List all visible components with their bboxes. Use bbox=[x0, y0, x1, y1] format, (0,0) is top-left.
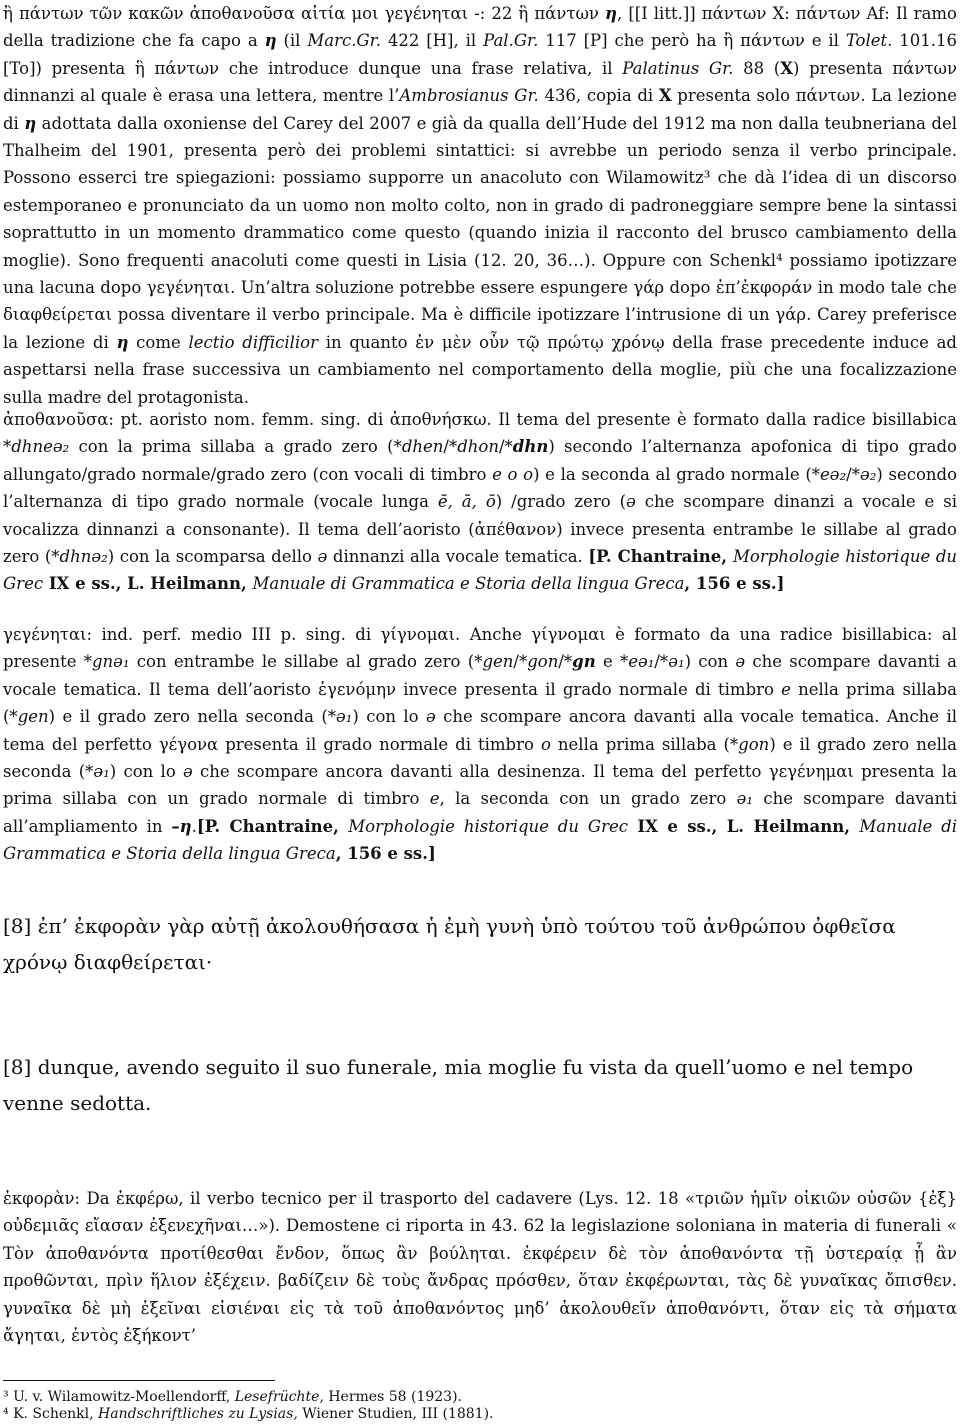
text-segment: Manuale di Grammatica e Storia della lingua Greca bbox=[3, 816, 957, 864]
text-segment: gnə₁ bbox=[91, 652, 130, 672]
text-segment: lectio difficilior bbox=[188, 332, 318, 352]
text-segment: e * bbox=[595, 652, 629, 672]
commentary-paragraph bbox=[3, 0, 957, 411]
text-segment: η bbox=[264, 31, 277, 51]
text-segment: ἢ πάντων τῶν κακῶν ἀποθανοῦσα αἰτία μοι γεγένηται -: 22 ἣ πάντων bbox=[3, 4, 606, 23]
text-segment: /* bbox=[513, 652, 528, 672]
text-segment: 88 ( bbox=[733, 58, 781, 78]
text-segment: e bbox=[429, 789, 440, 809]
text-segment: /* bbox=[498, 437, 513, 457]
text-segment: eə₂ bbox=[820, 464, 847, 484]
text-segment: ) /grado zero ( bbox=[495, 492, 627, 512]
text-segment: Palatinus Gr. bbox=[622, 58, 734, 78]
commentary-paragraph bbox=[3, 1185, 957, 1349]
text-segment: ) con la scomparsa dello bbox=[107, 547, 318, 567]
text-segment: Handschriftliches zu Lysias, bbox=[98, 1406, 298, 1422]
text-segment: IX e ss., L. Heilmann, bbox=[627, 816, 860, 836]
text-segment: , la seconda con un grado zero bbox=[439, 789, 737, 809]
text-segment: ə₁ bbox=[93, 762, 110, 782]
text-segment: η bbox=[24, 113, 37, 133]
text-segment: e bbox=[781, 679, 791, 699]
text-segment: che scompare ancora davanti alla vocale tematica. Anche il tema del perfetto γέγονα presenta il grado normale di timbro bbox=[3, 707, 958, 754]
text-segment: gen bbox=[482, 652, 514, 672]
text-segment: ) con bbox=[684, 652, 736, 672]
text-segment: Tolet. bbox=[845, 31, 893, 51]
text-segment: ⁴ K. Schenkl, bbox=[3, 1406, 99, 1422]
footnote-separator bbox=[3, 1380, 275, 1381]
text-segment: Wiener Studien, III (1881). bbox=[297, 1406, 494, 1422]
text-segment: –η bbox=[171, 816, 192, 836]
text-segment: /* bbox=[846, 464, 860, 484]
text-segment: ) secondo l’alternanza di tipo grado normale (vocale lunga bbox=[3, 464, 958, 512]
text-segment: gon bbox=[738, 734, 770, 754]
text-segment: gen bbox=[17, 707, 49, 727]
text-segment: dhn bbox=[512, 437, 549, 457]
text-segment: ) con lo bbox=[352, 707, 426, 727]
translation-paragraph bbox=[3, 1049, 957, 1121]
text-segment: Pal.Gr. bbox=[483, 31, 539, 51]
text-segment: eə₁ bbox=[628, 652, 655, 672]
text-segment: , 156 e ss.] bbox=[684, 574, 785, 594]
text-segment: ) e il grado zero nella seconda (* bbox=[48, 707, 337, 727]
text-segment: gn bbox=[572, 652, 596, 672]
text-segment: /* bbox=[443, 437, 458, 457]
text-segment: ə bbox=[735, 652, 746, 672]
text-segment: /* bbox=[654, 652, 669, 672]
text-segment: ē, ā, ō bbox=[437, 492, 496, 512]
text-segment: IX e ss., L. Heilmann, bbox=[43, 574, 253, 594]
text-segment: dhneə₂ bbox=[11, 437, 70, 457]
text-segment: η bbox=[116, 332, 129, 352]
text-segment: dhen bbox=[401, 437, 444, 457]
text-segment: (il bbox=[276, 31, 308, 51]
text-segment: ə₂ bbox=[859, 464, 877, 484]
text-segment: 422 [H], il bbox=[380, 31, 484, 51]
text-segment: γεγένηται: ind. perf. medio III p. sing. di γίγνομαι. Anche γίγνομαι è formato da una radice bisillabica: al presente * bbox=[3, 625, 957, 672]
text-segment: ) secondo l’alternanza apofonica di tipo grado allungato/grado normale/grado zero (con vocali di timbro bbox=[3, 437, 957, 484]
text-segment: η bbox=[605, 4, 618, 23]
text-segment: . bbox=[191, 816, 197, 836]
text-segment: Ambrosianus Gr. bbox=[399, 86, 539, 106]
greek-text-paragraph bbox=[3, 908, 957, 980]
text-segment: ə bbox=[317, 547, 328, 567]
text-segment: ə bbox=[626, 492, 636, 512]
text-segment: Morphologie historique du Grec bbox=[3, 547, 958, 594]
commentary-paragraph bbox=[3, 406, 957, 598]
text-segment: dhon bbox=[457, 437, 499, 457]
text-segment: 436, copia di bbox=[538, 86, 659, 106]
text-segment: nella prima sillaba (* bbox=[550, 734, 739, 754]
text-segment: [P. Chantraine, bbox=[196, 816, 349, 836]
text-segment: ³ U. v. Wilamowitz-Moellendorff, bbox=[3, 1389, 235, 1405]
text-segment: ə bbox=[183, 762, 193, 782]
text-segment: che scompare davanti a vocale tematica. Il tema dell’aoristo ἐγενόμην invece presenta il grado normale di timbro bbox=[3, 652, 957, 699]
text-segment: Manuale di Grammatica e Storia della lingua Greca bbox=[252, 574, 685, 594]
text-segment: in quanto ἐν μὲν οὖν τῷ πρώτῳ χρόνῳ della frase precedente induce ad aspettarsi nella frase successiva un cambiamento nel comportamento della moglie, più che una focalizzazione sulla madre del protagonista. bbox=[3, 332, 957, 407]
text-segment: ἐκφορὰν: Da ἐκφέρω, il verbo tecnico per il trasporto del cadavere (Lys. 12. 18 «τριῶν ἡμῖν οἰκιῶν οὐσῶν {ἐξ} οὐδεμιᾶς εἴασαν ἐξενεχῆναι…»). Demostene ci riporta in 43. 62 la legislazione soloniana in materia di funerali « Τὸν ἀποθανόντα προτίθεσθαι ἔνδον, ὅπως ἂν βούληται. ἐκφέρειν δὲ τὸν ἀποθανόντα τῇ ὑστεραίᾳ ᾗ ἂν προθῶνται, πρὶν ἥλιον ἐξέχειν. βαδίζειν δὲ τοὺς ἄνδρας πρόσθεν, ὅταν ἐκφέρωνται, τὰς δὲ γυναῖκας ὄπισθεν. γυναῖκα δὲ μὴ ἐξεῖναι εἰσιέναι εἰς τὰ τοῦ ἀποθανόντος μηδ’ ἀκολουθεῖν ἀποθανόντι, ὅταν εἰς τὰ σήματα ἄγηται, ἐντὸς ἑξήκοντ’ bbox=[3, 1189, 957, 1346]
text-segment: X bbox=[780, 58, 793, 78]
text-segment: ) e il grado zero nella seconda (* bbox=[3, 734, 958, 782]
text-segment: 117 [P] che però ha ἣ πάντων e il bbox=[538, 31, 846, 51]
text-segment: 101.16 [To]) presenta ἣ πάντων che introduce dunque una frase relativa, il bbox=[3, 31, 958, 78]
text-segment: ) con lo bbox=[109, 762, 184, 782]
text-segment: adottata dalla oxoniense del Carey del 2007 e già da qualla dell’Hude del 1912 ma non dalla teubneriana del Thalheim del 1901, presenta però dei problemi sintattici: si avrebbe un periodo senza il verbo principale. Possono esserci tre spiegazioni: possiamo supporre un anacoluto con Wilamowitz³ che dà l’idea di un discorso estemporaneo e pronunciato da un uomo non molto colto, non in grado di padroneggiare sempre bene la sintassi soprattutto in un momento drammatico come questo (quando inizia il racconto del brusco cambiamento della moglie). Sono frequenti anacoluti come questi in Lisia (12. 20, 36…). Oppure con Schenkl⁴ possiamo ipotizzare una lacuna dopo γεγένηται. Un’altra soluzione potrebbe essere espungere γάρ dopo ἐπ’ἐκφοράν in modo tale che διαφθείρεται possa diventare il verbo principale. Ma è difficile ipotizzare l’intrusione di un γάρ. Carey preferisce la lezione di bbox=[3, 113, 957, 352]
text-segment: con entrambe le sillabe al grado zero (* bbox=[129, 652, 483, 672]
text-segment: [8] dunque, avendo seguito il suo funerale, mia moglie fu vista da quell’uomo e nel tempo venne sedotta. bbox=[3, 1055, 914, 1115]
text-segment: dhnə₂ bbox=[59, 547, 108, 567]
text-segment: ) presenta πάντων dinnanzi al quale è erasa una lettera, mentre l’ bbox=[3, 58, 957, 106]
text-segment: , 156 e ss.] bbox=[335, 844, 436, 864]
text-segment: Marc.Gr. bbox=[307, 31, 381, 51]
text-segment: ə₁ bbox=[736, 789, 754, 809]
text-segment: Lesefrüchte bbox=[234, 1389, 320, 1405]
text-segment: [P. Chantraine, bbox=[588, 547, 734, 567]
text-segment: ə₁ bbox=[336, 707, 353, 727]
text-segment: , Hermes 58 (1923). bbox=[319, 1389, 462, 1405]
text-segment: con la prima sillaba a grado zero (* bbox=[69, 437, 402, 457]
commentary-paragraph bbox=[3, 621, 957, 868]
text-segment: presenta solo πάντων. La lezione di bbox=[3, 86, 958, 133]
text-segment: ) e la seconda al grado normale (* bbox=[533, 464, 821, 484]
text-segment: nella prima sillaba (* bbox=[3, 679, 957, 727]
text-segment: ἀποθανοῦσα: pt. aoristo nom. femm. sing. di ἀποθνήσκω. Il tema del presente è formato dalla radice bisillabica * bbox=[3, 410, 957, 457]
text-segment: ə bbox=[425, 707, 436, 727]
text-segment: che scompare davanti all’ampliamento in bbox=[3, 789, 957, 836]
text-segment: Morphologie historique du Grec bbox=[348, 816, 628, 836]
text-segment: X bbox=[658, 86, 672, 106]
text-segment: /* bbox=[558, 652, 573, 672]
text-segment: [8] ἐπ’ ἐκφορὰν γὰρ αὐτῇ ἀκολουθήσασα ἡ ἐμὴ γυνὴ ὑπὸ τούτου τοῦ ἀνθρώπου ὀφθεῖσα χρόνῳ διαφθείρεται· bbox=[3, 914, 896, 974]
text-segment: e o o bbox=[492, 464, 534, 484]
text-segment: ə₁ bbox=[668, 652, 685, 672]
text-segment: gon bbox=[527, 652, 559, 672]
text-segment: , [[I litt.]] πάντων X: πάντων Af: Il ramo della tradizione che fa capo a bbox=[3, 4, 957, 51]
text-segment: o bbox=[540, 734, 551, 754]
text-segment: che scompare ancora davanti alla desinenza. Il tema del perfetto γεγένημαι presenta la prima sillaba con un grado normale di timbro bbox=[3, 762, 957, 809]
text-segment: come bbox=[128, 332, 189, 352]
text-segment: dinnanzi alla vocale tematica. bbox=[327, 547, 589, 567]
footnote bbox=[3, 1403, 957, 1426]
text-segment: che scompare dinanzi a vocale e si vocalizza dinnanzi a consonante). Il tema dell’aoristo (ἀπέθανον) invece presenta entrambe le sillabe al grado zero (* bbox=[3, 492, 958, 567]
